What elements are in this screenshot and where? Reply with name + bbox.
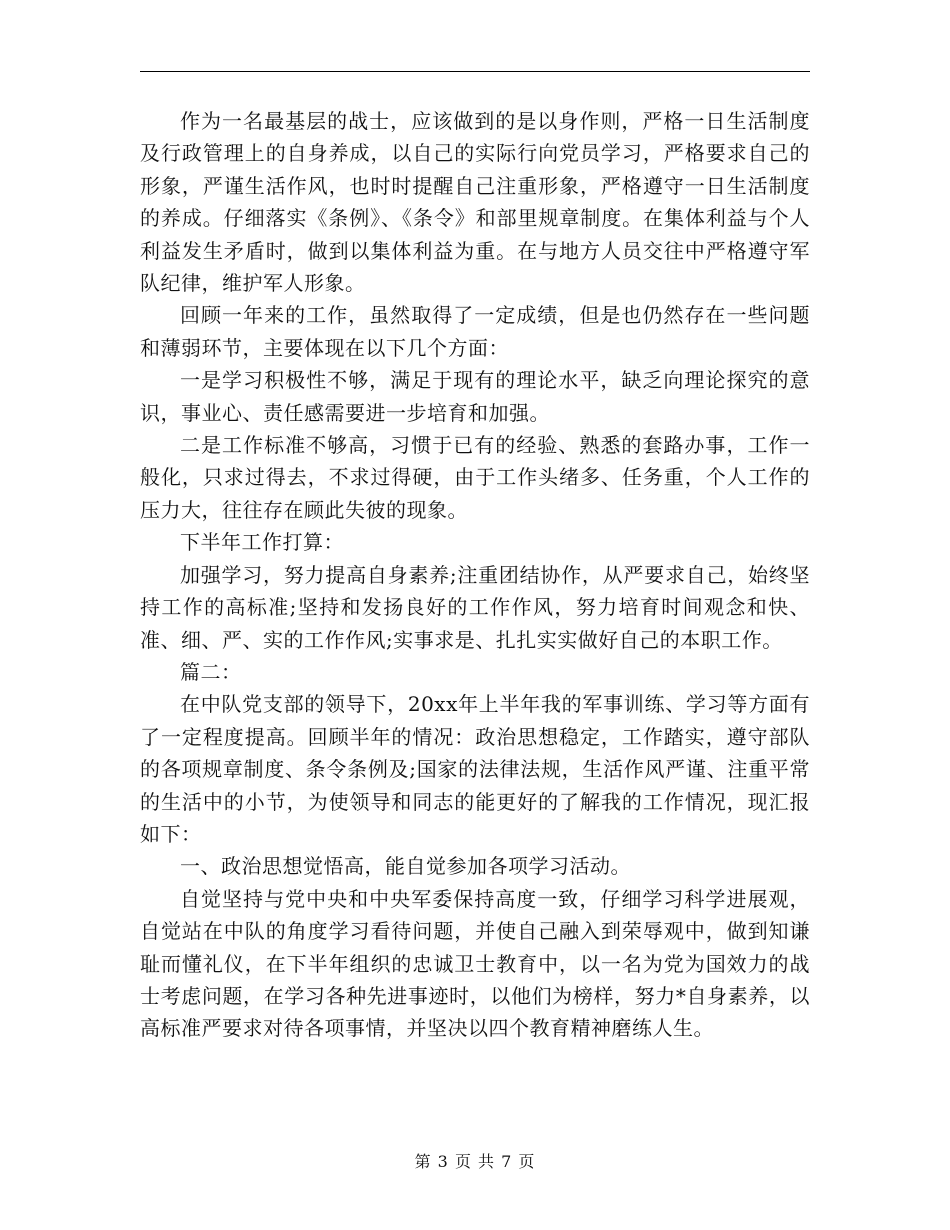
paragraph-5: 下半年工作打算： <box>180 530 344 555</box>
paragraph-2: 回顾一年来的工作，虽然取得了一定成绩，但是也仍然存在一些问题和薄弱环节，主要体现在以下几个方面： <box>140 303 810 360</box>
paragraph-9: 一、政治思想觉悟高，能自觉参加各项学习活动。 <box>180 854 631 879</box>
paragraph-8: 在中队党支部的领导下，20xx年上半年我的军事训练、学习等方面有了一定程度提高。回顾半年的情况：政治思想稳定，工作踏实，遵守部队的各项规章制度、条令条例及;国家的法律法规，生活作风严谨、注重平常的生活中的小节，为使领导和同志的能更好的了解我的工作情况，现汇报如下： <box>140 692 810 846</box>
page-number: 第 3 页 共 7 页 <box>414 1152 536 1171</box>
document-body <box>140 105 810 1045</box>
header-rule <box>140 71 810 72</box>
paragraph-6: 加强学习，努力提高自身素养;注重团结协作，从严要求自己，始终坚持工作的高标准;坚持和发扬良好的工作作风，努力培育时间观念和快、准、细、严、实的工作作风;实事求是、扎扎实实做好自己的本职工作。 <box>140 562 810 652</box>
paragraph-3: 一是学习积极性不够，满足于现有的理论水平，缺乏向理论探究的意识，事业心、责任感需要进一步培育和加强。 <box>140 368 810 425</box>
paragraph-7: 篇二： <box>180 659 242 684</box>
paragraph-1: 作为一名最基层的战士，应该做到的是以身作则，严格一日生活制度及行政管理上的自身养成，以自己的实际行向党员学习，严格要求自己的形象，严谨生活作风，也时时提醒自己注重形象，严格遵守一日生活制度的养成。仔细落实《条例》、《条令》和部里规章制度。在集体利益与个人利益发生矛盾时，做到以集体利益为重。在与地方人员交往中严格遵守军队纪律，维护军人形象。 <box>140 109 810 296</box>
paragraph-4: 二是工作标准不够高，习惯于已有的经验、熟悉的套路办事，工作一般化，只求过得去，不求过得硬，由于工作头绪多、任务重，个人工作的压力大，往往存在顾此失彼的现象。 <box>140 433 810 522</box>
paragraph-10: 自觉坚持与党中央和中央军委保持高度一致，仔细学习科学进展观，自觉站在中队的角度学习看待问题，并使自己融入到荣辱观中，做到知谦耻而懂礼仪，在下半年组织的忠诚卫士教育中，以一名为党为国效力的战士考虑问题，在学习各种先进事迹时，以他们为榜样，努力*自身素养，以高标准严要求对待各项事情，并坚决以四个教育精神磨练人生。 <box>140 886 810 1041</box>
